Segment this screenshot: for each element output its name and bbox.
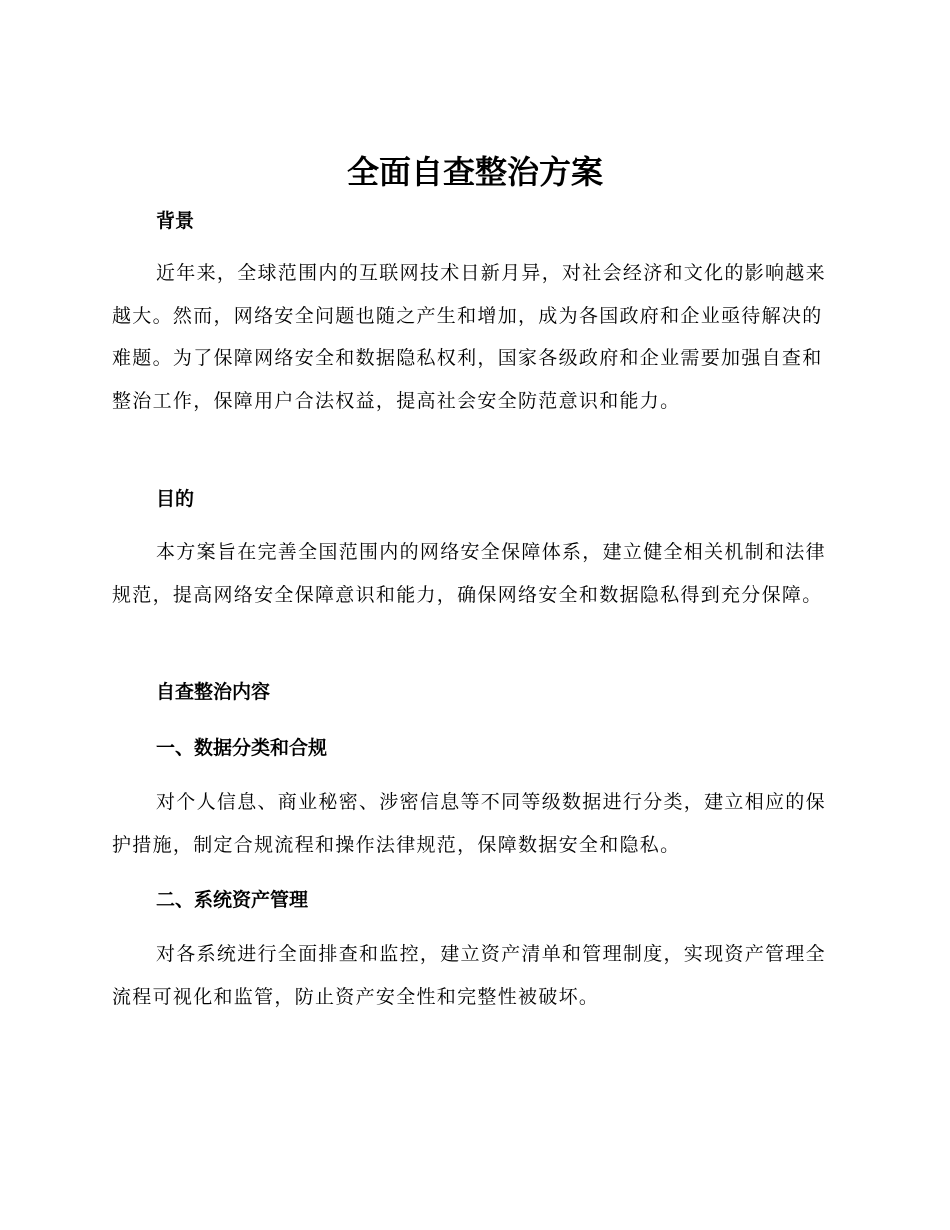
section-heading-asset-management: 二、系统资产管理 <box>156 889 309 911</box>
section-heading-content: 自查整治内容 <box>156 681 271 703</box>
section-paragraph-purpose: 本方案旨在完善全国范围内的网络安全保障体系，建立健全相关机制和法律规范，提高网络安全保障意识和能力，确保网络安全和数据隐私得到充分保障。 <box>112 541 826 606</box>
section-paragraph-asset-management: 对各系统进行全面排查和监控，建立资产清单和管理制度，实现资产管理全流程可视化和监管，防止资产安全性和完整性被破坏。 <box>112 943 826 1008</box>
section-heading-background: 背景 <box>156 210 195 232</box>
section-heading-purpose: 目的 <box>156 488 195 510</box>
section-paragraph-data-classification: 对个人信息、商业秘密、涉密信息等不同等级数据进行分类，建立相应的保护措施，制定合规流程和操作法律规范，保障数据安全和隐私。 <box>112 791 826 856</box>
document-title: 全面自查整治方案 <box>346 153 603 191</box>
section-paragraph-background: 近年来，全球范围内的互联网技术日新月异，对社会经济和文化的影响越来越大。然而，网络安全问题也随之产生和增加，成为各国政府和企业亟待解决的难题。为了保障网络安全和数据隐私权利，国家各级政府和企业需要加强自查和整治工作，保障用户合法权益，提高社会安全防范意识和能力。 <box>112 262 826 412</box>
section-heading-data-classification: 一、数据分类和合规 <box>156 737 328 759</box>
